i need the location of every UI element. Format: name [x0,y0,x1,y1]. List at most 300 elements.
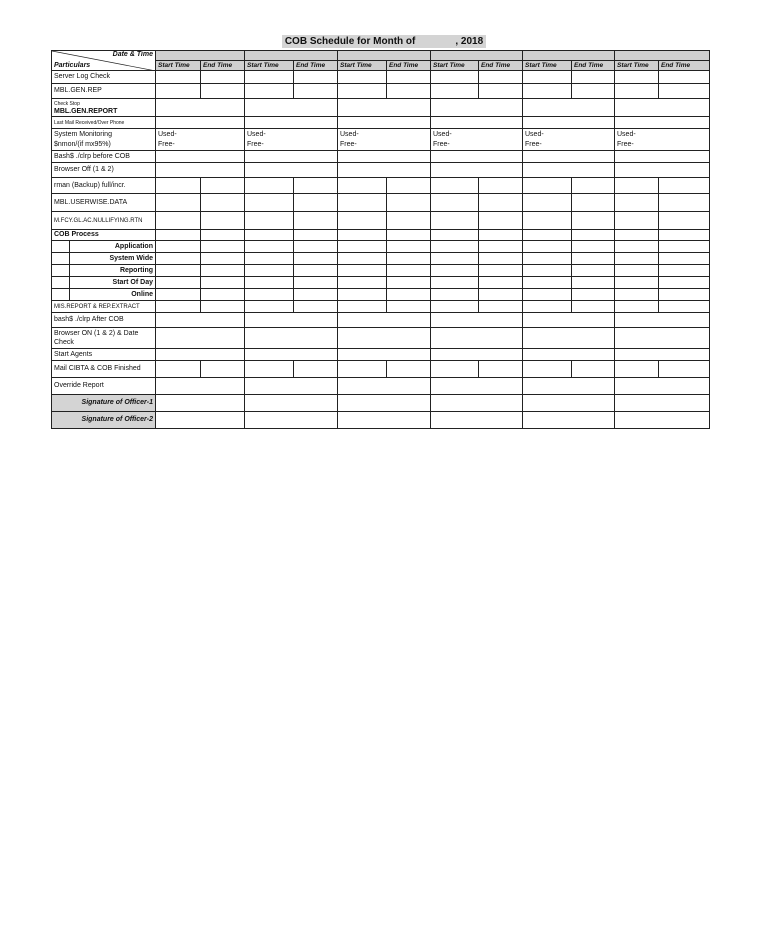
cell[interactable] [156,241,201,253]
cell[interactable] [201,265,245,277]
cell[interactable] [156,328,245,349]
cell[interactable] [387,71,431,84]
cell[interactable] [338,395,431,412]
row-label [52,289,156,301]
cell[interactable] [294,265,338,277]
cell[interactable] [431,230,479,241]
end-time-header: End Time [479,61,523,71]
cell[interactable] [201,241,245,253]
start-time-header: Start Time [245,61,294,71]
cell[interactable] [156,178,201,194]
cell[interactable] [156,71,201,84]
end-time-header: End Time [387,61,431,71]
cell[interactable] [387,212,431,230]
table-row [52,241,710,253]
usage-cell[interactable] [431,129,523,151]
cell[interactable] [479,361,523,378]
cell[interactable] [338,361,387,378]
cell[interactable] [523,241,572,253]
cell[interactable] [245,178,294,194]
table-row [52,378,710,395]
cell[interactable] [431,395,523,412]
row-label: M.FCY.GL.AC.NULLIFYING.RTN [52,212,156,230]
cell[interactable] [338,151,431,163]
cell[interactable] [294,230,338,241]
cell[interactable] [615,328,710,349]
start-time-header: Start Time [431,61,479,71]
cell[interactable] [338,328,431,349]
row-label: Mail CIBTA & COB Finished [52,361,156,378]
cell[interactable] [156,163,245,178]
cell[interactable] [431,265,479,277]
free-label: Free- [340,140,357,148]
cell[interactable] [338,313,431,328]
cell[interactable] [523,301,572,313]
row-label: Server Log Check [52,71,156,84]
usage-cell[interactable] [338,129,431,151]
cell[interactable] [615,277,659,289]
cell[interactable] [572,277,615,289]
cell[interactable] [156,99,245,117]
title-prefix: COB Schedule for Month of [284,36,416,47]
table-row [52,361,710,378]
cell[interactable] [201,178,245,194]
cell[interactable] [523,230,572,241]
cell[interactable] [338,194,387,212]
row-label: Browser Off (1 & 2) [52,163,156,178]
day-header-1 [156,51,245,61]
cell[interactable] [523,361,572,378]
table-row [52,395,710,412]
cell[interactable] [156,412,245,429]
cell[interactable] [201,301,245,313]
cell[interactable] [156,194,201,212]
cell[interactable] [245,349,338,361]
cell[interactable] [479,253,523,265]
cell[interactable] [615,378,710,395]
cell[interactable] [201,289,245,301]
application-label: Application [114,243,153,250]
cob-schedule-table [51,50,710,429]
cell[interactable] [294,212,338,230]
header-row-top [52,51,710,61]
cell[interactable] [431,361,479,378]
cell[interactable] [245,277,294,289]
cell[interactable] [659,84,710,99]
cell[interactable] [201,84,245,99]
cell[interactable] [387,265,431,277]
cell[interactable] [431,163,523,178]
cell[interactable] [615,395,710,412]
cell[interactable] [572,301,615,313]
cell[interactable] [659,194,710,212]
cell[interactable] [431,212,479,230]
usage-cell[interactable] [523,129,615,151]
cell[interactable] [572,71,615,84]
cell[interactable] [156,378,245,395]
cell[interactable] [523,71,572,84]
cell[interactable] [338,378,431,395]
cell[interactable] [659,71,710,84]
cell[interactable] [659,277,710,289]
cell[interactable] [338,241,387,253]
end-time-header: End Time [294,61,338,71]
cell[interactable] [479,178,523,194]
usage-cell[interactable] [156,129,245,151]
table-row [52,277,710,289]
cell[interactable] [156,230,201,241]
nmon-label: $nmon/(if mx95%) [54,140,111,148]
table-row [52,129,710,151]
cell[interactable] [479,289,523,301]
cell[interactable] [387,241,431,253]
date-time-label: Date & Time [112,51,153,58]
cell[interactable] [431,277,479,289]
cell[interactable] [479,301,523,313]
cell[interactable] [245,230,294,241]
row-label: Last Mail Received/Over Phone [52,117,156,129]
cell[interactable] [338,277,387,289]
cell[interactable] [523,99,615,117]
cell[interactable] [245,412,338,429]
cell[interactable] [572,194,615,212]
row-label [52,265,156,277]
cell[interactable] [338,412,431,429]
cell[interactable] [294,71,338,84]
row-label [52,129,156,151]
cell[interactable] [523,163,615,178]
cell[interactable] [338,265,387,277]
table-row [52,194,710,212]
cell[interactable] [615,412,710,429]
cell[interactable] [479,84,523,99]
cell[interactable] [615,253,659,265]
cell[interactable] [615,194,659,212]
cell[interactable] [659,265,710,277]
cell[interactable] [572,265,615,277]
table-row [52,163,710,178]
cell[interactable] [615,151,710,163]
cell[interactable] [294,361,338,378]
cell[interactable] [201,194,245,212]
cell[interactable] [245,71,294,84]
cell[interactable] [156,151,245,163]
cell[interactable] [659,361,710,378]
cell[interactable] [156,84,201,99]
row-label: MIS.REPORT & REP.EXTRACT [52,301,156,313]
cell[interactable] [659,301,710,313]
cell[interactable] [245,395,338,412]
cell[interactable] [338,99,431,117]
cell[interactable] [615,212,659,230]
cell[interactable] [338,301,387,313]
cell[interactable] [615,361,659,378]
cell[interactable] [245,212,294,230]
reporting-label: Reporting [119,267,153,274]
cell[interactable] [523,289,572,301]
cell[interactable] [245,84,294,99]
cell[interactable] [431,194,479,212]
table-row [52,178,710,194]
cell[interactable] [245,265,294,277]
cell[interactable] [387,84,431,99]
cell[interactable] [572,253,615,265]
cell[interactable] [156,265,201,277]
cell[interactable] [523,194,572,212]
cell[interactable] [523,378,615,395]
cell[interactable] [338,117,431,129]
cell[interactable] [387,230,431,241]
cell[interactable] [523,395,615,412]
cell[interactable] [201,361,245,378]
day-header-3 [338,51,431,61]
cell[interactable] [659,178,710,194]
day-header-2 [245,51,338,61]
row-label [52,253,156,265]
cell[interactable] [615,71,659,84]
cell[interactable] [201,277,245,289]
cell[interactable] [294,301,338,313]
used-label: Used- [247,130,266,138]
cell[interactable] [431,178,479,194]
row-label: MBL.USERWISE.DATA [52,194,156,212]
used-label: Used- [340,130,359,138]
cell[interactable] [156,313,245,328]
cell[interactable] [523,328,615,349]
cell[interactable] [615,230,659,241]
row-label: rman (Backup) full/incr. [52,178,156,194]
table-row [52,230,710,241]
cell[interactable] [338,212,387,230]
table-row [52,253,710,265]
start-time-header: Start Time [615,61,659,71]
table-row [52,301,710,313]
cell[interactable] [431,378,523,395]
cell[interactable] [431,117,523,129]
cell[interactable] [523,412,615,429]
free-label: Free- [617,140,634,148]
page-title [282,35,486,48]
cell[interactable] [387,277,431,289]
cell[interactable] [479,277,523,289]
table-row [52,313,710,328]
cell[interactable] [387,301,431,313]
cell[interactable] [523,313,615,328]
usage-cell[interactable] [615,129,710,151]
cell[interactable] [572,212,615,230]
cell[interactable] [294,178,338,194]
cell[interactable] [659,241,710,253]
cell[interactable] [431,289,479,301]
cell[interactable] [431,84,479,99]
cell[interactable] [572,178,615,194]
cell[interactable] [387,289,431,301]
signature-officer-2-label: Signature of Officer-2 [52,412,156,429]
cell[interactable] [294,253,338,265]
cell[interactable] [156,301,201,313]
row-label: Browser ON (1 & 2) & Date Check [52,328,156,349]
cell[interactable] [523,253,572,265]
cell[interactable] [201,212,245,230]
cell[interactable] [338,178,387,194]
cell[interactable] [431,328,523,349]
cell[interactable] [156,212,201,230]
cell[interactable] [387,361,431,378]
cell[interactable] [523,151,615,163]
cell[interactable] [294,241,338,253]
cell[interactable] [245,253,294,265]
cell[interactable] [245,361,294,378]
cell[interactable] [431,301,479,313]
cell[interactable] [615,99,710,117]
row-label: Bash$ ./clrp before COB [52,151,156,163]
cell[interactable] [615,289,659,301]
cell[interactable] [479,241,523,253]
title-suffix: , 2018 [455,36,484,47]
cell[interactable] [245,99,338,117]
used-label: Used- [617,130,636,138]
cell[interactable] [431,99,523,117]
used-label: Used- [525,130,544,138]
online-label: Online [131,291,153,298]
cell[interactable] [431,412,523,429]
cell[interactable] [156,277,201,289]
end-time-header: End Time [201,61,245,71]
cell[interactable] [615,349,710,361]
cell[interactable] [245,301,294,313]
cell[interactable] [201,253,245,265]
cell[interactable] [615,84,659,99]
cell[interactable] [387,253,431,265]
cell[interactable] [659,230,710,241]
table-row [52,117,710,129]
cell[interactable] [294,84,338,99]
cell[interactable] [294,289,338,301]
cell[interactable] [338,230,387,241]
row-label: Start Agents [52,349,156,361]
cell[interactable] [387,194,431,212]
cell[interactable] [479,212,523,230]
cell[interactable] [338,71,387,84]
cell[interactable] [615,301,659,313]
cell[interactable] [431,241,479,253]
title-wrap [0,31,768,49]
end-time-header: End Time [659,61,710,71]
cell[interactable] [615,178,659,194]
cell[interactable] [659,289,710,301]
free-label: Free- [433,140,450,148]
cell[interactable] [201,230,245,241]
system-wide-label: System Wide [109,255,153,262]
cell[interactable] [245,163,338,178]
table-row [52,349,710,361]
cell[interactable] [387,178,431,194]
cell[interactable] [615,163,710,178]
cell[interactable] [156,253,201,265]
cell[interactable] [523,178,572,194]
check-stop-label: Check Stop [54,100,80,107]
cell[interactable] [431,71,479,84]
cell[interactable] [338,253,387,265]
cell[interactable] [523,277,572,289]
table-row [52,71,710,84]
cell[interactable] [338,289,387,301]
cell[interactable] [523,212,572,230]
cell[interactable] [523,265,572,277]
cell[interactable] [431,151,523,163]
cell[interactable] [294,194,338,212]
cell[interactable] [156,395,245,412]
cell[interactable] [431,349,523,361]
cell[interactable] [156,361,201,378]
cell[interactable] [294,277,338,289]
row-label [52,277,156,289]
cell[interactable] [245,194,294,212]
table-row [52,84,710,99]
cell[interactable] [156,117,245,129]
cell[interactable] [659,253,710,265]
cell[interactable] [245,289,294,301]
cell[interactable] [431,313,523,328]
cell[interactable] [338,84,387,99]
table-row [52,99,710,117]
cell[interactable] [245,117,338,129]
cell[interactable] [479,194,523,212]
cell[interactable] [572,230,615,241]
day-header-6 [615,51,710,61]
cell[interactable] [615,265,659,277]
date-particulars-header [52,51,156,71]
cell[interactable] [479,230,523,241]
cell[interactable] [338,349,431,361]
cell[interactable] [659,212,710,230]
cell[interactable] [245,151,338,163]
cell[interactable] [523,349,615,361]
mbl-gen-report-label: MBL.GEN.REPORT [54,107,118,115]
cell[interactable] [156,349,245,361]
cell[interactable] [431,253,479,265]
row-label: MBL.GEN.REP [52,84,156,99]
cell[interactable] [338,163,431,178]
cell[interactable] [615,313,710,328]
cell[interactable] [479,71,523,84]
cell[interactable] [572,361,615,378]
cell[interactable] [523,117,615,129]
cell[interactable] [201,71,245,84]
day-header-4 [431,51,523,61]
sys-mon-label: System Monitoring [54,130,112,138]
cell[interactable] [615,241,659,253]
cell[interactable] [156,289,201,301]
cell[interactable] [245,313,338,328]
cell[interactable] [572,241,615,253]
cell[interactable] [615,117,710,129]
cell[interactable] [572,84,615,99]
table-row [52,412,710,429]
cell[interactable] [245,328,338,349]
used-label: Used- [158,130,177,138]
cell[interactable] [523,84,572,99]
cell[interactable] [572,289,615,301]
row-label: bash$ ./clrp After COB [52,313,156,328]
cell[interactable] [245,378,338,395]
table-row [52,151,710,163]
cell[interactable] [479,265,523,277]
row-label [52,241,156,253]
cell[interactable] [245,241,294,253]
start-of-day-label: Start Of Day [112,279,153,286]
usage-cell[interactable] [245,129,338,151]
